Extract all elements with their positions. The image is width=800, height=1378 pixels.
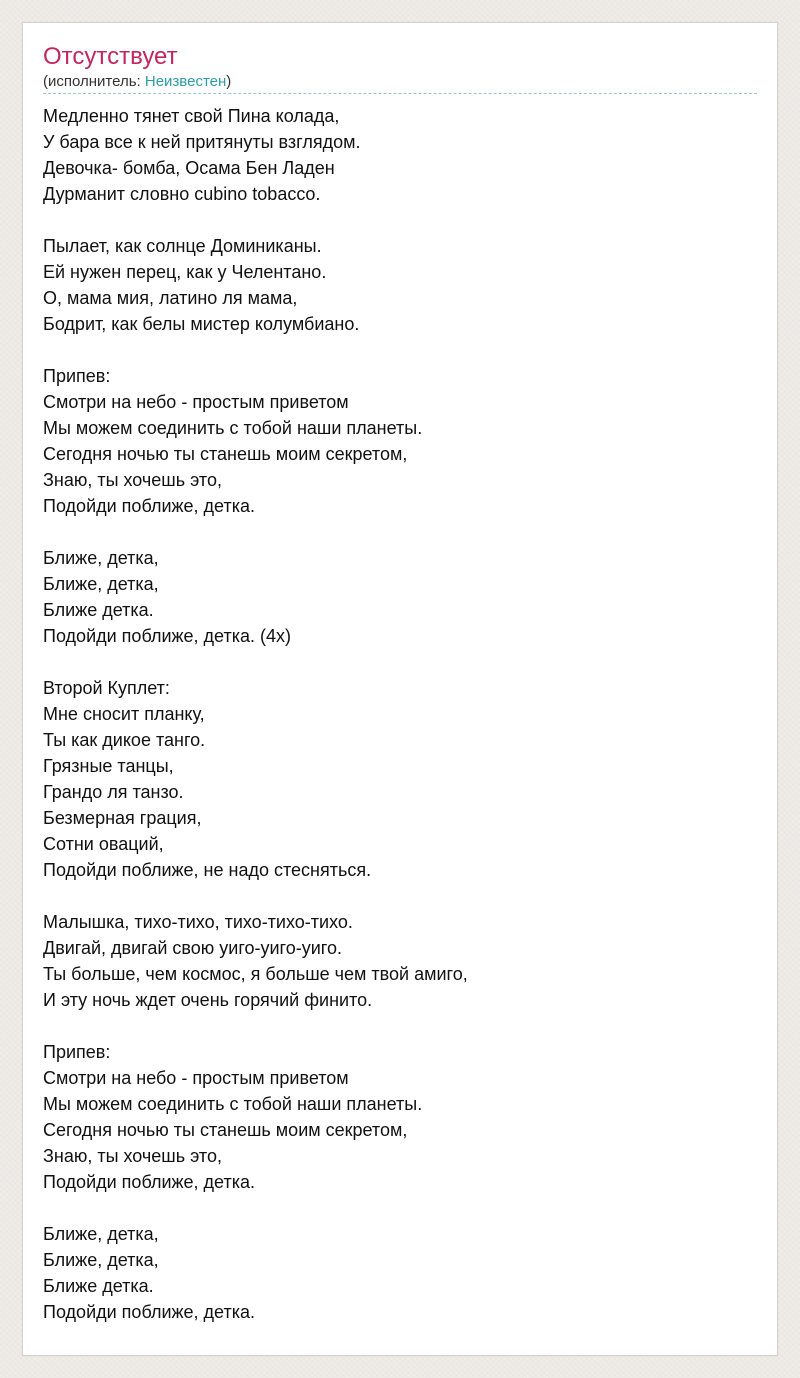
lyric-line: И эту ночь ждет очень горячий финито. [43, 990, 373, 1010]
lyric-line: Ближе, детка, [43, 1250, 159, 1270]
lyric-line: Припев: [43, 1042, 111, 1062]
lyric-stanza [43, 675, 757, 883]
artist-suffix: ) [226, 73, 232, 90]
lyrics-body [43, 103, 757, 1351]
lyric-line: Ближе, детка, [43, 548, 159, 568]
lyric-line: Медленно тянет свой Пина колада, [43, 106, 340, 126]
lyric-line: Смотри на небо - простым приветом [43, 1068, 349, 1088]
lyric-stanza [43, 103, 757, 207]
artist-link[interactable]: Неизвестен [144, 73, 227, 90]
lyric-line: Подойди поближе, не надо стесняться. [43, 860, 372, 880]
lyric-line: Сегодня ночью ты станешь моим секретом, [43, 444, 408, 464]
lyric-line: Безмерная грация, [43, 808, 202, 828]
lyric-line: Грязные танцы, [43, 756, 174, 776]
lyric-line: Знаю, ты хочешь это, [43, 470, 222, 490]
lyric-line: Смотри на небо - простым приветом [43, 392, 349, 412]
lyric-line: Ближе детка. [43, 600, 154, 620]
lyric-line: Подойди поближе, детка. [43, 496, 255, 516]
title-divider [43, 93, 757, 94]
lyric-line: Мне сносит планку, [43, 704, 205, 724]
lyric-line: Ты как дикое танго. [43, 730, 206, 750]
lyric-line: Двигай, двигай свою уиго-уиго-уиго. [43, 938, 342, 958]
lyric-line: Припев: [43, 366, 111, 386]
lyric-line: Ты больше, чем космос, я больше чем твой амиго, [43, 964, 468, 984]
lyric-line: Ближе, детка, [43, 574, 159, 594]
artist-prefix: (исполнитель: [43, 73, 145, 90]
lyric-line: Знаю, ты хочешь это, [43, 1146, 222, 1166]
lyric-stanza [43, 363, 757, 519]
lyric-line: Подойди поближе, детка. [43, 1172, 255, 1192]
lyric-line: Сегодня ночью ты станешь моим секретом, [43, 1120, 408, 1140]
lyric-line: Ближе, детка, [43, 1224, 159, 1244]
lyric-line: Мы можем соединить с тобой наши планеты. [43, 1094, 423, 1114]
lyric-line: У бара все к ней притянуты взглядом. [43, 132, 361, 152]
lyric-stanza [43, 1039, 757, 1195]
lyrics-card [22, 22, 778, 1356]
lyric-line: Бодрит, как белы мистер колумбиано. [43, 314, 360, 334]
lyric-line: Сотни оваций, [43, 834, 164, 854]
lyric-line: Грандо ля танзо. [43, 782, 184, 802]
lyric-stanza [43, 545, 757, 649]
lyric-line: Мы можем соединить с тобой наши планеты. [43, 418, 423, 438]
lyric-line: Ближе детка. [43, 1276, 154, 1296]
song-title: Отсутствует [43, 43, 178, 70]
lyric-stanza [43, 1221, 757, 1325]
lyric-line: Пылает, как солнце Доминиканы. [43, 236, 322, 256]
lyric-line: Дурманит словно cubino tobacco. [43, 184, 321, 204]
lyric-line: О, мама мия, латино ля мама, [43, 288, 298, 308]
artist-line [43, 73, 231, 91]
lyric-line: Малышка, тихо-тихо, тихо-тихо-тихо. [43, 912, 353, 932]
lyric-line: Девочка- бомба, Осама Бен Ладен [43, 158, 335, 178]
lyric-stanza [43, 233, 757, 337]
lyric-line: Второй Куплет: [43, 678, 170, 698]
lyric-line: Подойди поближе, детка. [43, 1302, 255, 1322]
lyric-line: Ей нужен перец, как у Челентано. [43, 262, 327, 282]
lyric-stanza [43, 909, 757, 1013]
lyric-line: Подойди поближе, детка. (4x) [43, 626, 291, 646]
